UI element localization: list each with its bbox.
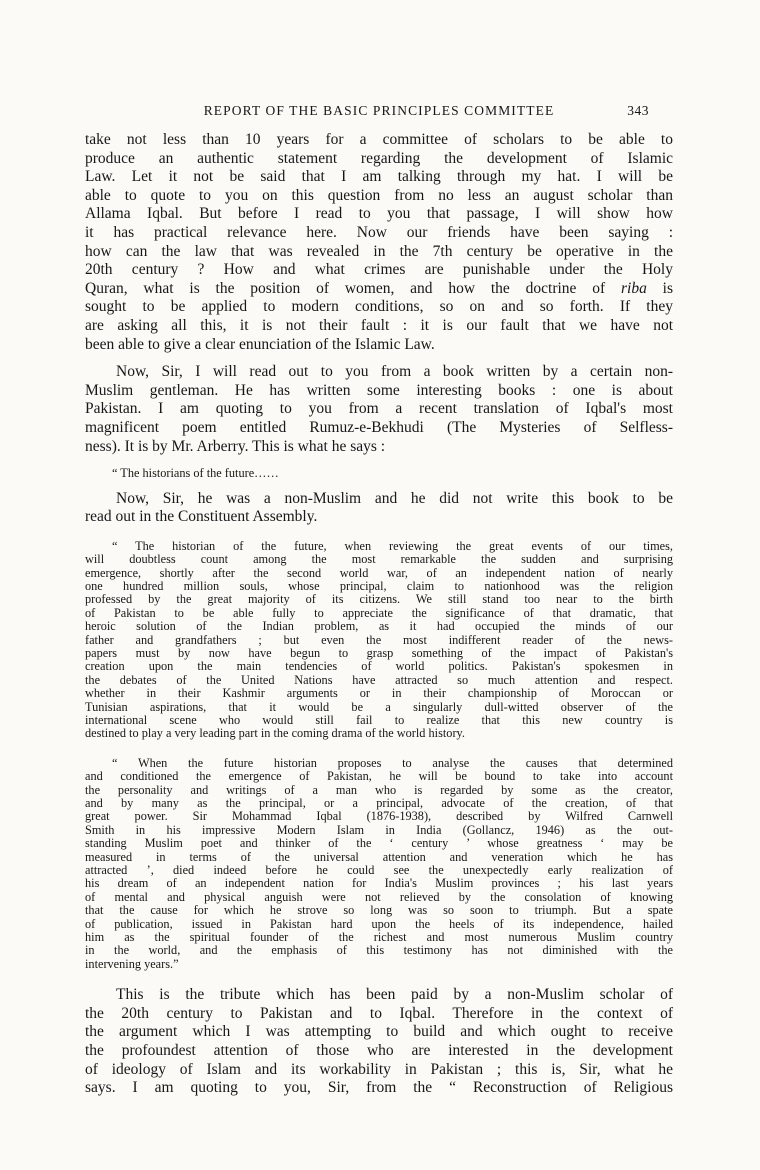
text-line: how can the law that was revealed in the 7th century be operative in the	[85, 242, 673, 260]
text-line: attracted ’, died indeed before he could see the unexpectedly early realization of	[85, 863, 673, 878]
text-line: able to quote to you on this question from no less an august scholar than	[85, 186, 673, 204]
text-line: 20th century ? How and what crimes are punishable under the Holy	[85, 261, 673, 279]
text-line: professed by the great majority of its citizens. We still stand too near to the birth	[85, 592, 673, 607]
text-line: the debates of the United Nations have attracted so much attention and respect.	[85, 672, 673, 687]
text-line: it has practical relevance here. Now our friends have been saying :	[85, 223, 673, 241]
text-line: the argument which I was attempting to build and which ought to receive	[85, 1023, 673, 1041]
text-line: great power. Sir Mohammad Iqbal (1876-1938), described by Wilfred Carnwell	[85, 809, 673, 824]
text-line: that the cause for which he strove so long was so soon to triumph. But a spate	[85, 903, 673, 918]
text-line: are asking all this, it is not their fault : it is our fault that we have not	[85, 316, 673, 334]
paragraph	[85, 363, 673, 456]
text-line: Now, Sir, I will read out to you from a book written by a certain non-	[116, 363, 673, 381]
text-line: the personality and writings of a man who is regarded by some as the creator,	[85, 782, 673, 797]
text-line: intervening years.”	[85, 956, 179, 971]
running-header	[85, 103, 673, 121]
text-line: and conditioned the emergence of Pakistan, he will be bound to take into account	[85, 769, 673, 784]
text-line: destined to play a very leading part in the coming drama of the world history.	[85, 726, 465, 741]
text-line: the profoundest attention of those who are interested in the development	[85, 1042, 673, 1060]
text-line: Pakistan. I am quoting to you from a recent translation of Iqbal's most	[85, 400, 673, 418]
text-line: produce an authentic statement regarding the development of Islamic	[85, 149, 673, 167]
text-line: emergence, shortly after the second world war, of an independent nation of nearly	[85, 565, 673, 580]
text-line: Law. Let it not be said that I am talking through my hat. I will be	[85, 168, 673, 186]
paragraph	[85, 986, 673, 1098]
text-line: creation upon the main tendencies of world politics. Pakistan's spokesmen in	[85, 659, 673, 674]
paragraph	[85, 467, 673, 480]
text-line: will doubtless count among the most remarkable the sudden and surprising	[85, 552, 673, 567]
text-line: and by many as the principal, or a principal, advocate of the creation, of that	[85, 796, 673, 810]
text-line: “ When the future historian proposes to analyse the causes that determined	[112, 755, 673, 770]
text-line: take not less than 10 years for a committee of scholars to be able to	[85, 131, 673, 148]
text-line: Allama Iqbal. But before I read to you that passage, I will show how	[85, 205, 673, 223]
text-line: one hundred million souls, whose principal, claim to nationhood was the religion	[85, 578, 673, 593]
paragraph	[85, 757, 673, 972]
text-line: Now, Sir, he was a non-Muslim and he did not write this book to be	[116, 489, 673, 507]
text-line: of Pakistan to be able fully to appreciate the significance of that dramatic, that	[85, 605, 673, 620]
text-line: his dream of an independent nation for India's Muslim provinces ; his last years	[85, 876, 673, 891]
text-line: measured in terms of the universal attention and veneration which he has	[85, 849, 673, 864]
text-line: him as the spiritual founder of the richest and most numerous Muslim country	[85, 930, 673, 945]
page-number: 343	[627, 103, 649, 118]
text-line: in the world, and the emphasis of this testimony has not diminished with the	[85, 943, 673, 958]
text-line: Quran, what is the position of women, and how the doctrine of riba is	[85, 279, 673, 297]
text-line: whether in their Kashmir arguments or in their championship of Moroccan or	[85, 686, 673, 701]
text-line: ness). It is by Mr. Arberry. This is what he says :	[85, 437, 386, 455]
text-line: “ The historians of the future……	[112, 466, 279, 481]
text-line: says. I am quoting to you, Sir, from the “ Reconstruction of Religious	[85, 1079, 673, 1097]
header-title: REPORT OF THE BASIC PRINCIPLES COMMITTEE	[203, 103, 555, 118]
text-line: of mental and physical anguish were not relieved by the consolation of knowing	[85, 889, 673, 904]
paragraph	[85, 131, 673, 354]
text-line: read out in the Constituent Assembly.	[85, 508, 318, 526]
text-line: Smith in his impressive Modern Islam in India (Gollancz, 1946) as the out-	[85, 822, 673, 837]
text-line: “ The historian of the future, when reviewing the great events of our times,	[112, 538, 673, 553]
text-line: been able to give a clear enunciation of the Islamic Law.	[85, 335, 435, 353]
text-line: of ideology of Islam and its workability in Pakistan ; this is, Sir, what he	[85, 1060, 673, 1078]
text-line: of publication, issued in Pakistan hard upon the heels of its independence, hailed	[85, 916, 673, 931]
paragraph	[85, 490, 673, 527]
text-line: international scene who would still fail to realize that this new country is	[85, 712, 673, 727]
text-line: Tunisian aspirations, that it would be a singularly dull-witted observer of the	[85, 699, 673, 714]
page-body	[85, 131, 673, 1098]
text-line: papers must by now have begun to grasp something of the impact of Pakistan's	[85, 645, 673, 660]
text-line: heroic solution of the Indian problem, as it had occupied the minds of our	[85, 619, 673, 634]
text-line: father and grandfathers ; but even the most indifferent reader of the news-	[85, 632, 673, 647]
text-line: Muslim gentleman. He has written some interesting books : one is about	[85, 381, 673, 399]
text-line: the 20th century to Pakistan and to Iqbal. Therefore in the context of	[85, 1004, 673, 1022]
text-line: magnificent poem entitled Rumuz-e-Bekhudi (The Mysteries of Selfless-	[85, 418, 673, 436]
text-line: This is the tribute which has been paid by a non-Muslim scholar of	[116, 986, 673, 1004]
text-line: standing Muslim poet and thinker of the ‘ century ’ whose greatness ‘ may be	[85, 836, 673, 851]
paragraph	[85, 540, 673, 741]
text-line: sought to be applied to modern conditions, so on and so forth. If they	[85, 298, 673, 316]
